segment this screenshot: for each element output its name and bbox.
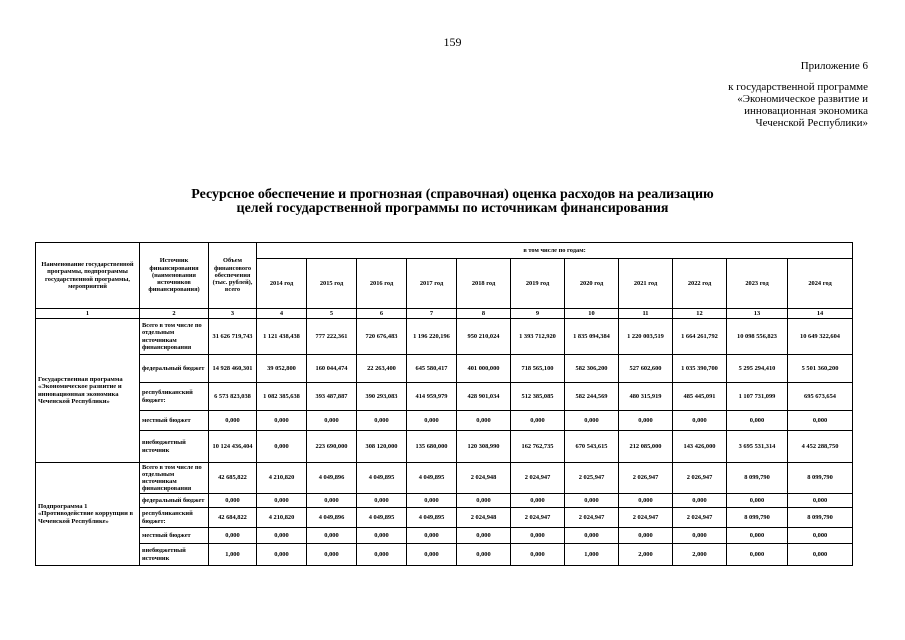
table-row <box>36 431 853 463</box>
year-value: 2 026,947 <box>673 463 727 494</box>
year-value: 0,000 <box>457 528 511 544</box>
year-value: 5 295 294,410 <box>727 355 788 383</box>
year-value: 4 210,820 <box>257 508 307 528</box>
header-source: Источник финансирования (наименования источников финансирования) <box>140 243 209 309</box>
funding-source: Всего в том числе по отдельным источникам финансирования <box>140 463 209 494</box>
year-value: 8 099,790 <box>727 508 788 528</box>
header-year: 2020 год <box>565 259 619 309</box>
year-value: 0,000 <box>788 528 853 544</box>
year-value: 4 049,895 <box>357 508 407 528</box>
year-value: 2 025,947 <box>565 463 619 494</box>
table-row <box>36 544 853 566</box>
total-volume: 31 626 719,743 <box>209 319 257 355</box>
funding-source: внебюджетный источник <box>140 544 209 566</box>
year-value: 0,000 <box>257 528 307 544</box>
header-year: 2014 год <box>257 259 307 309</box>
funding-source: местный бюджет <box>140 528 209 544</box>
column-index: 9 <box>511 309 565 319</box>
column-index: 5 <box>307 309 357 319</box>
year-value: 1 220 003,519 <box>619 319 673 355</box>
year-value: 414 959,979 <box>407 383 457 411</box>
header-year: 2023 год <box>727 259 788 309</box>
year-value: 0,000 <box>407 528 457 544</box>
total-volume: 10 124 436,404 <box>209 431 257 463</box>
year-value: 0,000 <box>457 544 511 566</box>
header-year: 2016 год <box>357 259 407 309</box>
year-value: 0,000 <box>407 494 457 508</box>
year-value: 0,000 <box>673 411 727 431</box>
appendix-line: Чеченской Республики» <box>755 117 868 129</box>
table-row <box>36 508 853 528</box>
funding-source: местный бюджет <box>140 411 209 431</box>
title-line: целей государственной программы по источникам финансирования <box>236 201 669 216</box>
column-index: 13 <box>727 309 788 319</box>
year-value: 401 000,000 <box>457 355 511 383</box>
year-value: 4 452 288,750 <box>788 431 853 463</box>
appendix-line: инновационная экономика <box>744 105 868 117</box>
header-year: 2018 год <box>457 259 511 309</box>
year-value: 22 263,400 <box>357 355 407 383</box>
year-value: 1 121 438,438 <box>257 319 307 355</box>
header-year: 2015 год <box>307 259 357 309</box>
total-volume: 14 928 460,301 <box>209 355 257 383</box>
year-value: 4 049,895 <box>407 463 457 494</box>
year-value: 670 543,615 <box>565 431 619 463</box>
year-value: 950 210,024 <box>457 319 511 355</box>
year-value: 2 024,947 <box>673 508 727 528</box>
year-value: 777 222,361 <box>307 319 357 355</box>
funding-source: республиканский бюджет: <box>140 383 209 411</box>
year-value: 0,000 <box>357 494 407 508</box>
year-value: 0,000 <box>727 494 788 508</box>
year-value: 2 024,947 <box>511 508 565 528</box>
column-index: 10 <box>565 309 619 319</box>
year-value: 5 501 360,200 <box>788 355 853 383</box>
year-value: 212 085,000 <box>619 431 673 463</box>
column-index: 1 <box>36 309 140 319</box>
year-value: 0,000 <box>307 494 357 508</box>
year-value: 695 673,654 <box>788 383 853 411</box>
appendix-line: «Экономическое развитие и <box>737 93 868 105</box>
year-value: 162 762,735 <box>511 431 565 463</box>
table-row <box>36 355 853 383</box>
year-value: 2 024,947 <box>565 508 619 528</box>
funding-source: федеральный бюджет <box>140 355 209 383</box>
year-value: 582 306,200 <box>565 355 619 383</box>
year-value: 0,000 <box>407 411 457 431</box>
year-value: 1 035 390,700 <box>673 355 727 383</box>
year-value: 2 024,947 <box>619 508 673 528</box>
year-value: 527 602,600 <box>619 355 673 383</box>
year-value: 0,000 <box>307 544 357 566</box>
column-index: 4 <box>257 309 307 319</box>
column-index: 7 <box>407 309 457 319</box>
year-value: 2,000 <box>619 544 673 566</box>
column-index: 3 <box>209 309 257 319</box>
year-value: 120 308,990 <box>457 431 511 463</box>
table-row <box>36 411 853 431</box>
title-line: Ресурсное обеспечение и прогнозная (справочная) оценка расходов на реализацию <box>191 187 714 202</box>
year-value: 390 293,083 <box>357 383 407 411</box>
year-value: 135 680,000 <box>407 431 457 463</box>
year-value: 645 580,417 <box>407 355 457 383</box>
table-row <box>36 494 853 508</box>
table-row <box>36 383 853 411</box>
year-value: 8 099,790 <box>788 508 853 528</box>
year-value: 0,000 <box>788 411 853 431</box>
year-value: 2 024,947 <box>511 463 565 494</box>
year-value: 1 107 731,099 <box>727 383 788 411</box>
year-value: 0,000 <box>511 494 565 508</box>
year-value: 223 690,000 <box>307 431 357 463</box>
year-value: 4 210,820 <box>257 463 307 494</box>
header-by-years: в том числе по годам: <box>257 243 853 259</box>
header-year: 2017 год <box>407 259 457 309</box>
column-index: 2 <box>140 309 209 319</box>
appendix-note <box>728 60 868 129</box>
total-volume: 42 685,822 <box>209 463 257 494</box>
header-year: 2024 год <box>788 259 853 309</box>
year-value: 0,000 <box>788 544 853 566</box>
header-year: 2019 год <box>511 259 565 309</box>
year-value: 393 487,887 <box>307 383 357 411</box>
year-value: 8 099,790 <box>727 463 788 494</box>
year-value: 0,000 <box>257 494 307 508</box>
funding-source: федеральный бюджет <box>140 494 209 508</box>
year-value: 0,000 <box>565 411 619 431</box>
total-volume: 42 684,822 <box>209 508 257 528</box>
year-value: 0,000 <box>619 411 673 431</box>
year-value: 3 695 531,314 <box>727 431 788 463</box>
year-value: 0,000 <box>619 528 673 544</box>
year-value: 718 565,100 <box>511 355 565 383</box>
total-volume: 0,000 <box>209 528 257 544</box>
appendix-label: Приложение 6 <box>800 60 868 72</box>
year-value: 1 082 385,638 <box>257 383 307 411</box>
year-value: 10 098 556,823 <box>727 319 788 355</box>
total-volume: 6 573 823,038 <box>209 383 257 411</box>
year-value: 0,000 <box>357 528 407 544</box>
year-value: 4 049,895 <box>357 463 407 494</box>
table-row <box>36 463 853 494</box>
year-value: 4 049,895 <box>407 508 457 528</box>
year-value: 428 901,034 <box>457 383 511 411</box>
year-value: 1 393 712,920 <box>511 319 565 355</box>
column-index: 8 <box>457 309 511 319</box>
total-volume: 1,000 <box>209 544 257 566</box>
year-value: 0,000 <box>307 528 357 544</box>
year-value: 0,000 <box>357 544 407 566</box>
year-value: 0,000 <box>511 411 565 431</box>
year-value: 0,000 <box>727 544 788 566</box>
header-year: 2022 год <box>673 259 727 309</box>
total-volume: 0,000 <box>209 494 257 508</box>
table-row <box>36 319 853 355</box>
year-value: 0,000 <box>788 494 853 508</box>
document-title <box>0 188 905 216</box>
year-value: 0,000 <box>457 494 511 508</box>
program-name: Государственная программа «Экономическое развитие и инновационная экономика Чеченской Республики» <box>36 319 140 463</box>
year-value: 10 649 322,604 <box>788 319 853 355</box>
program-name: Подпрограмма 1 «Противодействие коррупции в Чеченской Республике» <box>36 463 140 566</box>
header-volume: Объем финансового обеспечения (тыс. рублей), всего <box>209 243 257 309</box>
header-year: 2021 год <box>619 259 673 309</box>
page-number: 159 <box>443 35 462 49</box>
column-index: 14 <box>788 309 853 319</box>
year-value: 0,000 <box>565 528 619 544</box>
year-value: 0,000 <box>565 494 619 508</box>
year-value: 1 196 220,196 <box>407 319 457 355</box>
year-value: 0,000 <box>307 411 357 431</box>
year-value: 308 120,000 <box>357 431 407 463</box>
year-value: 720 676,483 <box>357 319 407 355</box>
year-value: 39 052,800 <box>257 355 307 383</box>
year-value: 1 664 261,792 <box>673 319 727 355</box>
year-value: 4 049,896 <box>307 463 357 494</box>
year-value: 485 445,091 <box>673 383 727 411</box>
year-value: 2 026,947 <box>619 463 673 494</box>
funding-source: внебюджетный источник <box>140 431 209 463</box>
funding-source: республиканский бюджет: <box>140 508 209 528</box>
column-index: 6 <box>357 309 407 319</box>
year-value: 0,000 <box>511 544 565 566</box>
year-value: 160 044,474 <box>307 355 357 383</box>
header-program: Наименование государственной программы, подпрограммы государственной программы, мероприятий <box>36 243 140 309</box>
year-value: 8 099,790 <box>788 463 853 494</box>
year-value: 0,000 <box>257 411 307 431</box>
year-value: 4 049,896 <box>307 508 357 528</box>
year-value: 480 315,919 <box>619 383 673 411</box>
year-value: 0,000 <box>511 528 565 544</box>
year-value: 2 024,948 <box>457 463 511 494</box>
year-value: 0,000 <box>673 494 727 508</box>
table-row <box>36 528 853 544</box>
year-value: 582 244,569 <box>565 383 619 411</box>
funding-table <box>35 242 853 566</box>
year-value: 0,000 <box>407 544 457 566</box>
year-value: 0,000 <box>257 431 307 463</box>
year-value: 0,000 <box>727 411 788 431</box>
year-value: 0,000 <box>357 411 407 431</box>
year-value: 1,000 <box>565 544 619 566</box>
funding-source: Всего в том числе по отдельным источникам финансирования <box>140 319 209 355</box>
appendix-line: к государственной программе <box>728 81 868 93</box>
year-value: 0,000 <box>457 411 511 431</box>
year-value: 0,000 <box>727 528 788 544</box>
column-index: 12 <box>673 309 727 319</box>
year-value: 143 426,000 <box>673 431 727 463</box>
year-value: 512 385,085 <box>511 383 565 411</box>
column-index: 11 <box>619 309 673 319</box>
year-value: 0,000 <box>257 544 307 566</box>
year-value: 2,000 <box>673 544 727 566</box>
total-volume: 0,000 <box>209 411 257 431</box>
year-value: 0,000 <box>673 528 727 544</box>
year-value: 2 024,948 <box>457 508 511 528</box>
year-value: 1 835 094,384 <box>565 319 619 355</box>
year-value: 0,000 <box>619 494 673 508</box>
